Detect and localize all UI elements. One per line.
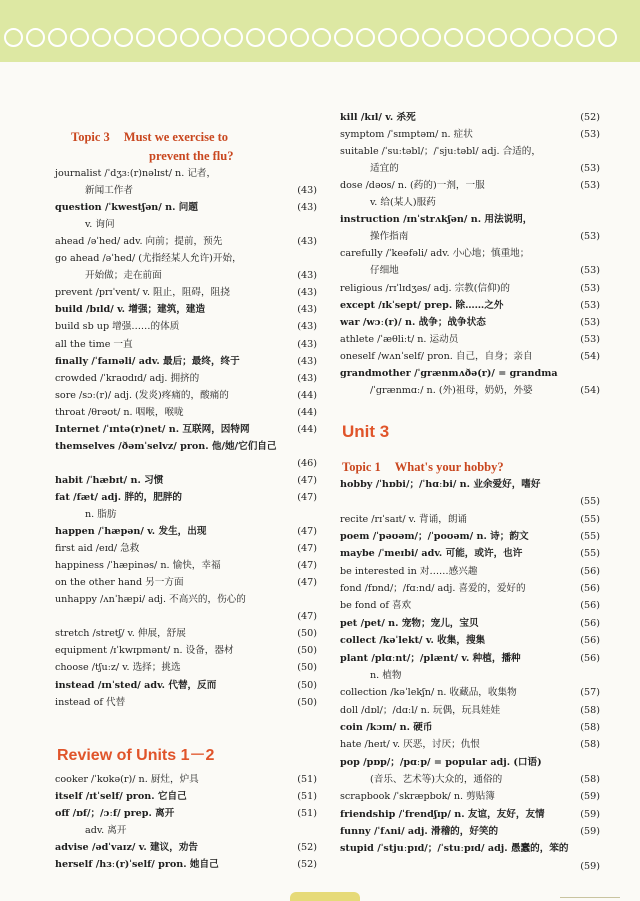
vocab-entry-text: war /wɔː(r)/ n. 战争；战争状态 xyxy=(340,316,486,328)
vocab-entry xyxy=(55,822,317,839)
page-number: (58) xyxy=(580,773,600,785)
vocab-entry-text: unhappy /ʌnˈhæpi/ adj. 不高兴的，伤心的 xyxy=(55,594,246,606)
ring-ornament xyxy=(334,28,353,47)
vocab-entry-text: be interested in 对……感兴趣 xyxy=(340,565,478,577)
vocab-entry-text: except /ɪkˈsept/ prep. 除……之外 xyxy=(340,299,504,311)
footer-rule xyxy=(560,897,620,898)
page-number: (56) xyxy=(580,635,600,647)
vocab-entry xyxy=(55,805,317,822)
review-heading: Review of Units 1－2 xyxy=(57,747,215,764)
page-number: (47) xyxy=(297,611,317,623)
ring-ornament xyxy=(510,28,529,47)
ring-ornament xyxy=(400,28,419,47)
vocab-entry-text: (音乐、艺术等)大众的，通俗的 xyxy=(370,773,503,785)
vocab-entry xyxy=(340,211,600,228)
page-number: (50) xyxy=(297,628,317,640)
page-number: (53) xyxy=(580,333,600,345)
vocab-entry-text: herself /hɜː(r)ˈself/ pron. 她自己 xyxy=(55,859,219,871)
vocab-entry xyxy=(340,788,600,805)
vocab-entry xyxy=(340,280,600,297)
vocab-entry-text: itself /ɪtˈself/ pron. 它自己 xyxy=(55,791,187,803)
vocab-entry xyxy=(340,143,600,160)
vocab-entry-text: v. 给(某人)服药 xyxy=(370,197,436,209)
vocab-entry-text: poem /ˈpəʊəm/；/ˈpoʊəm/ n. 诗；韵文 xyxy=(340,531,529,543)
vocab-entry xyxy=(340,160,600,177)
vocab-entry-text: 仔细地 xyxy=(370,265,399,277)
vocab-entry xyxy=(340,545,600,562)
page-number: (43) xyxy=(297,287,317,299)
vocab-entry-text: go ahead /əˈhed/ (尤指经某人允许)开始， xyxy=(55,253,242,265)
vocab-entry xyxy=(55,540,317,557)
vocab-entry-text: scrapbook /ˈskræpbʊk/ n. 剪贴簿 xyxy=(340,791,495,803)
vocab-entry-text: /ˈgrænmɑː/ n. (外)祖母，奶奶，外婆 xyxy=(370,384,533,396)
vocab-entry-text: question /ˈkwestʃən/ n. 问题 xyxy=(55,202,198,214)
vocab-entry xyxy=(55,472,317,489)
page-number: (56) xyxy=(580,565,600,577)
vocab-entry xyxy=(55,557,317,574)
vocab-entry xyxy=(55,591,317,608)
ring-ornament xyxy=(312,28,331,47)
ring-ornament xyxy=(224,28,243,47)
ring-ornament xyxy=(246,28,265,47)
ring-ornament xyxy=(356,28,375,47)
vocab-entry xyxy=(55,387,317,404)
page-number: (53) xyxy=(580,265,600,277)
vocab-entry-text: maybe /ˈmeɪbi/ adv. 可能，或许，也许 xyxy=(340,548,523,560)
vocab-entry xyxy=(55,216,317,233)
ring-ornament xyxy=(4,28,23,47)
page-number: (43) xyxy=(297,321,317,333)
vocab-entry-text: symptom /ˈsɪmptəm/ n. 症状 xyxy=(340,129,473,141)
page-number: (43) xyxy=(297,270,317,282)
page-number: (58) xyxy=(580,704,600,716)
vocab-entry-text: all the time 一直 xyxy=(55,338,133,350)
vocab-entry xyxy=(55,438,317,455)
page-number: (54) xyxy=(580,350,600,362)
vocab-entry xyxy=(55,625,317,642)
vocab-entry xyxy=(340,736,600,753)
vocab-entry-text: friendship /ˈfrendʃɪp/ n. 友谊，友好，友情 xyxy=(340,808,545,820)
vocab-entry-text: fat /fæt/ adj. 胖的，肥胖的 xyxy=(55,491,183,503)
page-number: (53) xyxy=(580,129,600,141)
vocab-entry-text: collect /kəˈlekt/ v. 收集，搜集 xyxy=(340,635,486,647)
page-number: (43) xyxy=(297,202,317,214)
vocab-entry-text: 适宜的 xyxy=(370,163,399,175)
vocab-entry xyxy=(55,404,317,421)
vocab-entry-text: first aid /eɪd/ 急救 xyxy=(55,543,140,555)
vocab-entry xyxy=(340,228,600,245)
vocab-entry xyxy=(340,314,600,331)
ring-ornament xyxy=(422,28,441,47)
vocab-entry xyxy=(340,702,600,719)
vocab-entry xyxy=(340,382,600,399)
page-number: (47) xyxy=(297,560,317,572)
page-number: (47) xyxy=(297,526,317,538)
vocab-entry-text: on the other hand 另一方面 xyxy=(55,577,184,589)
vocab-entry-text: cooker /ˈkʊkə(r)/ n. 厨灶，炉具 xyxy=(55,774,199,785)
ring-ornament xyxy=(466,28,485,47)
page-number: (50) xyxy=(297,696,317,708)
vocab-entry-text: fond /fɒnd/；/fɑːnd/ adj. 喜爱的，爱好的 xyxy=(340,583,526,595)
page-number: (56) xyxy=(580,600,600,612)
vocab-entry-text: happen /ˈhæpən/ v. 发生，出现 xyxy=(55,526,207,538)
vocab-entry-text: finally /ˈfaɪnəli/ adv. 最后；最终，终于 xyxy=(55,355,240,367)
page-number: (55) xyxy=(580,513,600,525)
vocab-entry-text: hobby /ˈhɒbi/；/ˈhɑːbi/ n. 业余爱好，嗜好 xyxy=(340,479,541,490)
page-number: (55) xyxy=(580,531,600,543)
vocab-entry-text: funny /ˈfʌni/ adj. 滑稽的，好笑的 xyxy=(340,826,499,837)
page-number: (44) xyxy=(297,423,317,435)
vocab-entry-text: collection /kəˈlekʃn/ n. 收藏品，收集物 xyxy=(340,687,517,699)
vocab-entry xyxy=(340,823,600,840)
vocab-entry-text: n. 植物 xyxy=(370,669,402,681)
page-number: (52) xyxy=(297,842,317,854)
vocab-entry xyxy=(340,331,600,348)
ring-ornament xyxy=(92,28,111,47)
page-number: (51) xyxy=(297,791,317,803)
vocab-entry xyxy=(340,771,600,788)
page-number: (44) xyxy=(297,389,317,401)
vocab-entry-text: pop /pɒp/；/pɑːp/ = popular adj. (口语) xyxy=(340,756,542,768)
vocab-entry xyxy=(55,165,317,182)
vocab-entry xyxy=(55,839,317,856)
vocab-entry-text: stretch /stretʃ/ v. 伸展，舒展 xyxy=(55,628,186,640)
vocab-entry xyxy=(55,788,317,805)
vocab-entry xyxy=(55,506,317,523)
ring-ornament xyxy=(598,28,617,47)
vocab-entry-text: crowded /ˈkraʊdɪd/ adj. 拥挤的 xyxy=(55,372,200,384)
vocab-entry-text: plant /plɑːnt/；/plænt/ v. 种植，播种 xyxy=(340,652,521,664)
vocab-entry xyxy=(340,840,600,857)
page-number: (58) xyxy=(580,739,600,751)
page-number: (43) xyxy=(297,236,317,248)
vocab-entry xyxy=(340,262,600,279)
page-number: (52) xyxy=(297,859,317,871)
page-number: (51) xyxy=(297,774,317,785)
page-number: (57) xyxy=(580,687,600,699)
vocab-entry xyxy=(340,126,600,143)
vocab-entry-text: athlete /ˈæθliːt/ n. 运动员 xyxy=(340,333,459,345)
vocab-entry xyxy=(340,597,600,614)
vocab-entry xyxy=(55,199,317,216)
page-number: (50) xyxy=(297,645,317,657)
vocab-entry-text: 新闻工作者 xyxy=(85,185,133,197)
ring-ornament xyxy=(444,28,463,47)
vocab-entry xyxy=(55,182,317,199)
vocab-entry-text: grandmother /ˈgrænmʌðə(r)/ = grandma xyxy=(340,367,558,379)
vocab-entry xyxy=(340,194,600,211)
vocab-entry-text: habit /ˈhæbɪt/ n. 习惯 xyxy=(55,474,164,486)
vocab-entry xyxy=(55,574,317,591)
ring-ornament xyxy=(202,28,221,47)
vocab-entry xyxy=(340,511,600,528)
topic-title-line-1: Must we exercise to xyxy=(123,130,229,144)
vocab-entry xyxy=(55,353,317,370)
vocab-entry-text: Internet /ˈɪntə(r)net/ n. 互联网，因特网 xyxy=(55,423,250,435)
vocab-entry-text: build sb up 增强……的体质 xyxy=(55,321,180,333)
vocab-entry xyxy=(340,719,600,736)
vocab-entry xyxy=(340,528,600,545)
vocab-entry xyxy=(55,318,317,335)
ring-ornament xyxy=(70,28,89,47)
vocab-entry-text: recite /rɪˈsaɪt/ v. 背诵，朗诵 xyxy=(340,513,468,525)
vocab-entry xyxy=(340,365,600,382)
vocab-entry xyxy=(340,806,600,823)
ring-ornament xyxy=(136,28,155,47)
unit-3-heading: Unit 3 xyxy=(342,422,390,441)
vocab-entry xyxy=(55,677,317,694)
vocab-entry xyxy=(55,642,317,659)
page-number: (46) xyxy=(297,457,317,469)
vocab-entry-text: dose /dəʊs/ n. (药的)一剂，一服 xyxy=(340,180,485,192)
vocab-entry-text: ahead /əˈhed/ adv. 向前；提前，预先 xyxy=(55,236,223,248)
vocab-entry xyxy=(55,694,317,711)
vocab-entry xyxy=(340,754,600,771)
page-number: (53) xyxy=(580,282,600,294)
page-number: (59) xyxy=(580,808,600,820)
page-number: (43) xyxy=(297,185,317,197)
ring-ornament xyxy=(488,28,507,47)
vocab-entry-text: instruction /ɪnˈstrʌkʃən/ n. 用法说明， xyxy=(340,214,533,226)
topic-number: Topic 3 xyxy=(71,130,110,144)
page-number: (59) xyxy=(580,791,600,803)
decorative-ring-band xyxy=(0,0,640,62)
vocab-entry-text: off /ɒf/；/ɔːf/ prep. 离开 xyxy=(55,808,175,820)
vocab-entry-text: v. 询问 xyxy=(85,219,115,231)
vocab-entry-text: happiness /ˈhæpinəs/ n. 愉快，幸福 xyxy=(55,560,221,572)
vocab-entry-text: advise /ədˈvaɪz/ v. 建议，劝告 xyxy=(55,842,198,854)
vocab-entry-text: religious /rɪˈlɪdʒəs/ adj. 宗教(信仰)的 xyxy=(340,282,511,294)
vocab-entry-text: n. 脂肪 xyxy=(85,509,117,520)
vocab-entry xyxy=(340,667,600,684)
vocab-entry-text: oneself /wʌnˈself/ pron. 自己，自身；亲自 xyxy=(340,350,533,362)
vocab-entry xyxy=(340,177,600,194)
vocab-entry-text: instead /ɪnˈsted/ adv. 代替，反而 xyxy=(55,679,217,691)
page-number: (43) xyxy=(297,372,317,384)
topic-title: What's your hobby? xyxy=(394,460,504,474)
page-number: (59) xyxy=(580,860,600,872)
vocab-entry xyxy=(55,489,317,506)
page-number: (54) xyxy=(580,384,600,396)
page-number: (43) xyxy=(297,338,317,350)
ring-ornament xyxy=(26,28,45,47)
ring-ornament xyxy=(554,28,573,47)
vocab-entry-text: sore /sɔː(r)/ adj. (发炎)疼痛的，酸痛的 xyxy=(55,389,229,401)
vocab-entry xyxy=(340,615,600,632)
vocab-entry xyxy=(55,284,317,301)
page-number: (55) xyxy=(580,548,600,560)
vocab-entry xyxy=(55,301,317,318)
vocab-entry-text: throat /θrəʊt/ n. 咽喉，喉咙 xyxy=(55,406,184,418)
vocab-entry xyxy=(340,650,600,667)
vocab-entry xyxy=(340,476,600,493)
vocab-entry xyxy=(340,580,600,597)
vocab-entry-text: carefully /ˈkeəfəli/ adv. 小心地；慎重地； xyxy=(340,248,530,260)
vocab-entry xyxy=(55,370,317,387)
ring-ornament xyxy=(48,28,67,47)
page-number: (53) xyxy=(580,180,600,192)
page-number: (47) xyxy=(297,474,317,486)
ring-ornament xyxy=(576,28,595,47)
vocab-entry xyxy=(55,856,317,873)
vocab-entry-text: build /bɪld/ v. 增强；建筑，建造 xyxy=(55,304,206,316)
vocab-entry-text: journalist /ˈdʒɜː(r)nəlɪst/ n. 记者， xyxy=(55,168,217,179)
page-number: (53) xyxy=(580,163,600,175)
vocab-entry-text: prevent /prɪˈvent/ v. 阻止，阻碍，阻挠 xyxy=(55,287,230,299)
page-number: (56) xyxy=(580,583,600,595)
vocab-entry xyxy=(55,659,317,676)
topic-1-heading xyxy=(342,458,504,477)
page-number: (58) xyxy=(580,721,600,733)
topic-3-heading xyxy=(71,128,291,166)
page-number: (50) xyxy=(297,679,317,691)
vocab-entry-text: 开始做；走在前面 xyxy=(85,270,162,282)
vocab-entry-text: hate /heɪt/ v. 厌恶，讨厌；仇恨 xyxy=(340,739,480,751)
vocab-entry-text: be fond of 喜欢 xyxy=(340,600,412,612)
vocab-entry-text: adv. 离开 xyxy=(85,825,127,837)
page-tab xyxy=(290,892,360,901)
ring-ornament xyxy=(532,28,551,47)
page-number: (51) xyxy=(297,808,317,820)
vocab-entry xyxy=(340,684,600,701)
vocab-entry xyxy=(340,563,600,580)
vocab-entry xyxy=(55,523,317,540)
ring-ornament xyxy=(180,28,199,47)
page-number: (59) xyxy=(580,826,600,837)
topic-title-line-2: prevent the flu? xyxy=(149,149,234,163)
vocab-entry xyxy=(55,233,317,250)
vocab-entry xyxy=(55,336,317,353)
page-number: (47) xyxy=(297,491,317,503)
vocab-entry xyxy=(340,297,600,314)
vocab-entry xyxy=(55,421,317,438)
ring-ornament xyxy=(114,28,133,47)
topic-number: Topic 1 xyxy=(342,460,381,474)
vocab-entry xyxy=(55,267,317,284)
vocab-entry-text: doll /dɒl/；/dɑːl/ n. 玩偶，玩具娃娃 xyxy=(340,704,501,716)
vocab-entry xyxy=(55,771,317,788)
vocab-entry-text: coin /kɔɪn/ n. 硬币 xyxy=(340,721,433,733)
vocab-entry-text: choose /tʃuːz/ v. 选择；挑选 xyxy=(55,662,181,674)
page-number: (56) xyxy=(580,652,600,664)
vocab-entry-text: stupid /ˈstjuːpɪd/；/ˈstuːpɪd/ adj. 愚蠢的，笨的 xyxy=(340,843,569,855)
page-number: (53) xyxy=(580,231,600,243)
page-number: (47) xyxy=(297,577,317,589)
page-number: (53) xyxy=(580,316,600,328)
page-number: (50) xyxy=(297,662,317,674)
vocab-entry-text: themselves /ðəmˈselvz/ pron. 他/她/它们自己 xyxy=(55,440,277,452)
ring-ornament xyxy=(290,28,309,47)
vocab-entry xyxy=(340,109,600,126)
vocab-entry-text: 操作指南 xyxy=(370,231,409,243)
page-number: (47) xyxy=(297,543,317,555)
page-number: (43) xyxy=(297,304,317,316)
vocab-entry-text: suitable /ˈsuːtəbl/；/ˈsjuːtəbl/ adj. 合适的， xyxy=(340,146,541,158)
vocab-entry xyxy=(55,250,317,267)
vocab-entry xyxy=(340,245,600,262)
page-number: (55) xyxy=(580,496,600,508)
vocab-entry-text: pet /pet/ n. 宠物；宠儿，宝贝 xyxy=(340,617,479,629)
vocab-entry-text: kill /kɪl/ v. 杀死 xyxy=(340,112,416,123)
vocab-entry xyxy=(340,632,600,649)
ring-ornament xyxy=(158,28,177,47)
page-number: (43) xyxy=(297,355,317,367)
vocab-entry-text: equipment /ɪˈkwɪpmənt/ n. 设备，器材 xyxy=(55,645,234,657)
vocab-entry xyxy=(340,348,600,365)
ring-ornament xyxy=(378,28,397,47)
ring-ornament xyxy=(268,28,287,47)
page-number: (44) xyxy=(297,406,317,418)
vocab-entry-text: instead of 代替 xyxy=(55,696,126,708)
page-number: (56) xyxy=(580,617,600,629)
page-number: (53) xyxy=(580,299,600,311)
page-number: (52) xyxy=(580,112,600,123)
